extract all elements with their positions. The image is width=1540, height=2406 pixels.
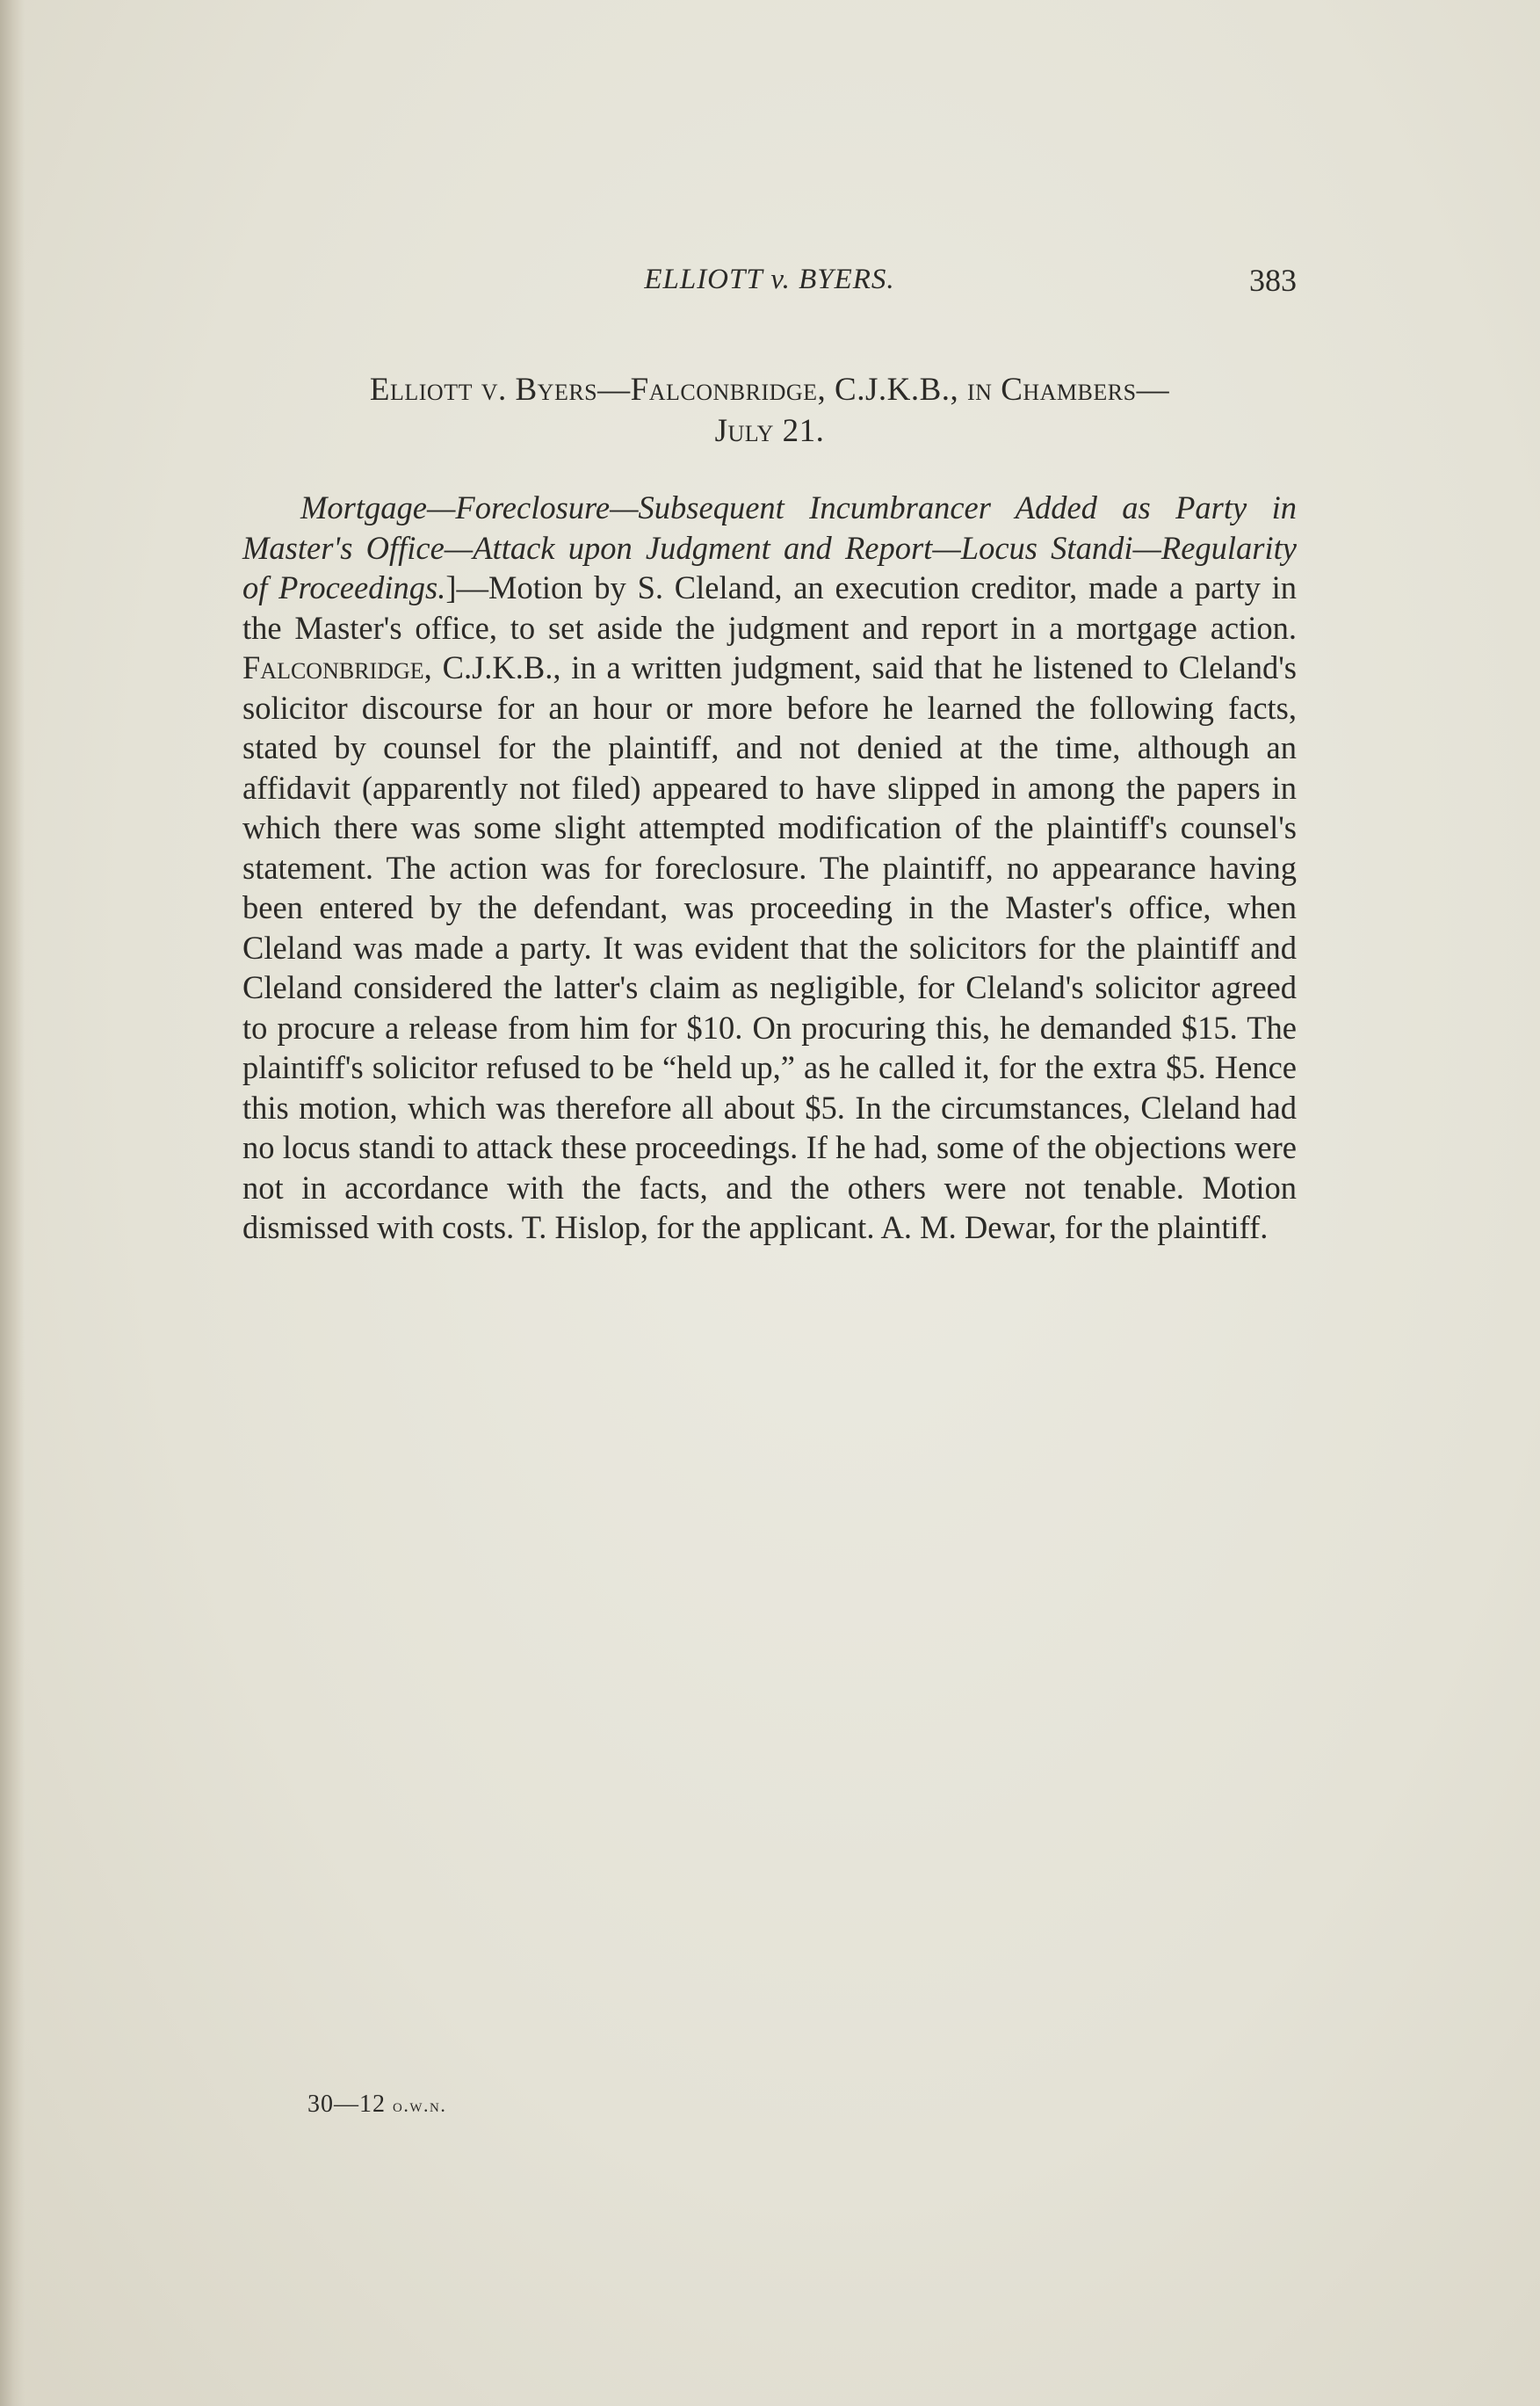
page-number: 383 (1249, 263, 1297, 298)
case-heading-line-2: July 21. (714, 413, 825, 449)
case-report-body (242, 488, 1297, 1248)
case-heading-line-1: Elliott v. Byers—Falconbridge, C.J.K.B., in Chambers— (369, 372, 1170, 408)
case-report-paragraph (242, 488, 1297, 1248)
body-text-opening: ]—Motion by S. Cleland, an execution creditor, made a party in the Master's office, to set aside the judgment and report in a mortgage action. (242, 569, 1297, 646)
body-text-judgment: , C.J.K.B., in a written judgment, said that he listened to Cleland's solicitor discourse for an hour or more before he learned the following facts, stated by counsel for the plaintiff, and not denied at the time, although an affidavit (apparently not filed) appeared to have slipped in among the papers in which there was some slight attempted modification of the plaintiff's counsel's statement. The action was for foreclosure. The plaintiff, no appearance having been entered by the defendant, was proceeding in the Master's office, when Cleland was made a party. It was evident that the solicitors for the plaintiff and Cleland considered the latter's claim as negligible, for Cleland's solicitor agreed to procure a release from him for $10. On procuring this, he demanded $15. The plaintiff's solicitor refused to be “held up,” as he called it, for the extra $5. Hence this motion, which was therefore all about $5. In the circumstances, Cleland had no locus standi to attack these proceedings. If he had, some of the objections were not in accordance with the facts, and the others were not tenable. Motion dismissed with costs. T. Hislop, for the applicant. A. M. Dewar, for the plaintiff. (242, 649, 1297, 1245)
signature-number: 30—12 (307, 2091, 386, 2118)
signature-abbrev: o.w.n. (393, 2094, 447, 2116)
page-gutter-shadow (0, 0, 25, 2406)
running-title: ELLIOTT v. BYERS. (644, 264, 895, 295)
case-heading (242, 369, 1297, 452)
catchwords: Mortgage—Foreclosure—Subsequent Incumbrancer Added as Party in Master's Office—Attack upon Judgment and Report—Locus Standi—Regularity of Proceedings. (242, 489, 1297, 605)
judge-name: Falconbridge (242, 649, 424, 685)
running-head (242, 264, 1297, 308)
printer-signature-mark (307, 2091, 446, 2119)
